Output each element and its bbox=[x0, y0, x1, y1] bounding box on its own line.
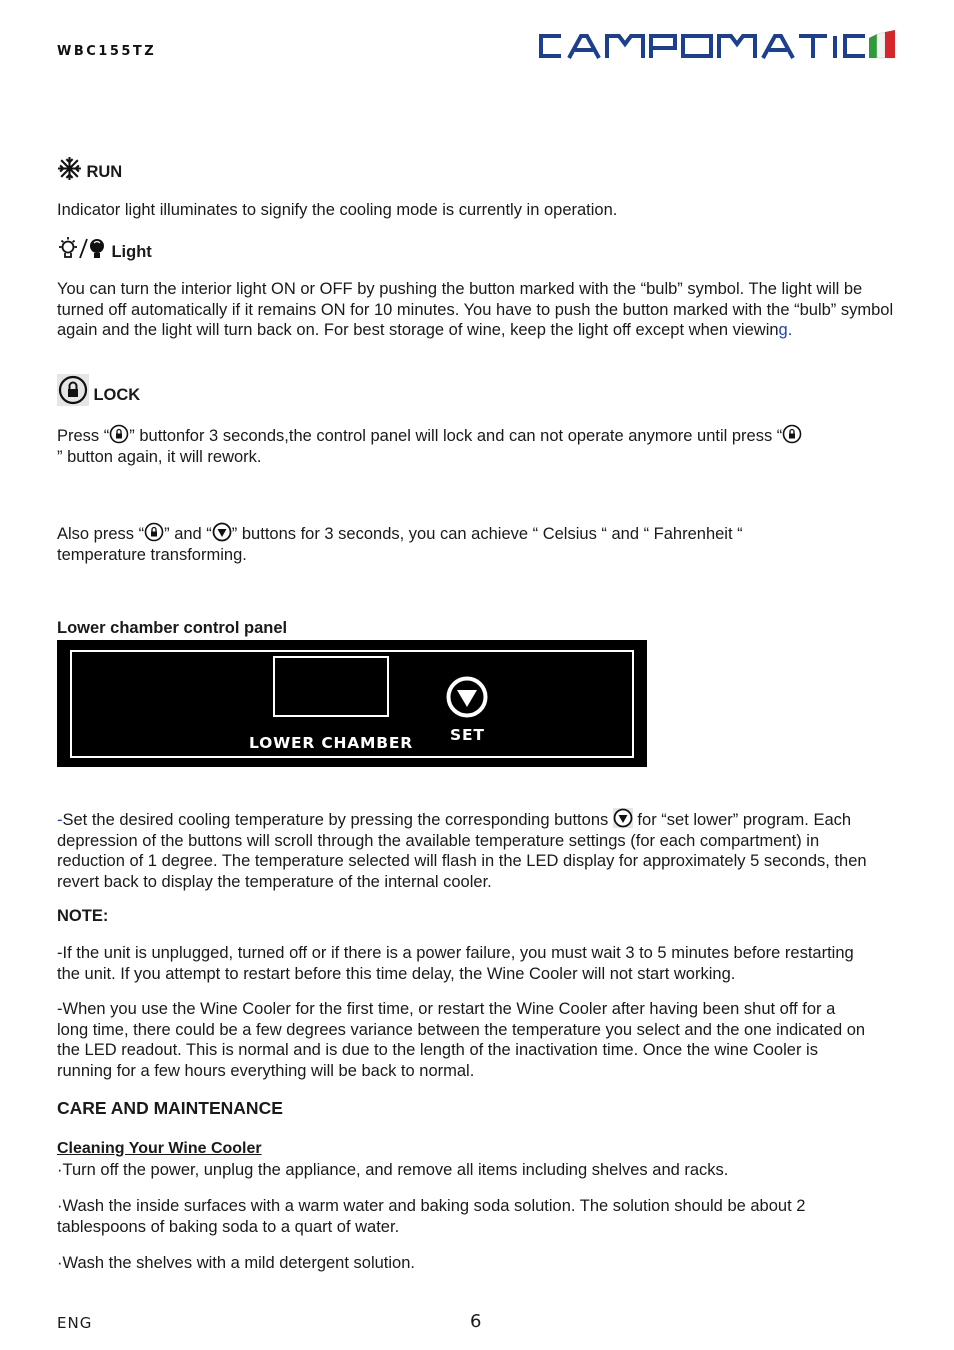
care-heading: CARE AND MAINTENANCE bbox=[57, 1098, 283, 1118]
also-text-a: Also press “ bbox=[57, 525, 145, 543]
also-text-b: ” and “ bbox=[164, 525, 212, 543]
model-number: WBC155TZ bbox=[57, 44, 157, 59]
down-arrow-icon bbox=[212, 522, 232, 542]
lock-text-a: Press “ bbox=[57, 427, 110, 445]
light-heading-row bbox=[57, 236, 152, 262]
light-text bbox=[57, 279, 902, 341]
set-dash: - bbox=[57, 811, 63, 829]
run-text: Indicator light illuminates to signify the cooling mode is currently in operation. bbox=[57, 201, 618, 219]
lock-icon bbox=[144, 522, 164, 542]
snowflake-icon bbox=[57, 156, 82, 181]
note-1: -If the unit is unplugged, turned off or if there is a power failure, you must wait 3 to 5 minutes before restarting the unit. If you attempt to restart before this time delay, the Wine Cooler will not start working. bbox=[57, 944, 854, 983]
also-text-c: ” buttons for 3 seconds, you can achieve “ Celsius “ and “ Fahrenheit “ temperature transforming. bbox=[57, 525, 743, 564]
care-item-1: ·Turn off the power, unplug the appliance, and remove all items including shelves and racks. bbox=[57, 1161, 729, 1179]
brand-logo bbox=[535, 28, 897, 62]
run-heading: RUN bbox=[86, 163, 123, 181]
lock-text-b: ” buttonfor 3 seconds,the control panel will lock and can not operate anymore until press “ bbox=[129, 427, 783, 445]
light-text-body: You can turn the interior light ON or OFF by pushing the button marked with the “bulb” symbol. The light will be turned off automatically if it remains ON for 10 minutes. You have to push the button marked with the “bulb” symbol again and the light will turn back on. For best storage of wine, keep the light off except when viewin bbox=[57, 280, 894, 339]
cleaning-subheading: Cleaning Your Wine Cooler bbox=[57, 1140, 262, 1157]
set-down-arrow-icon bbox=[445, 675, 489, 719]
bulb-on-off-icon bbox=[57, 236, 107, 262]
lock-icon bbox=[782, 424, 802, 444]
panel-heading: Lower chamber control panel bbox=[57, 619, 288, 637]
care-item-2: ·Wash the inside surfaces with a warm water and baking soda solution. The solution should be about 2 tablespoons of baking soda to a quart of water. bbox=[57, 1197, 806, 1236]
set-text-a: Set the desired cooling temperature by pressing the corresponding buttons bbox=[62, 811, 613, 829]
set-text-b: for “set lower” program. Each depression of the buttons will scroll through the available temperature settings (for each compartment) in reduction of 1 degree. The temperature selected will flash in the LED display for approximately 5 seconds, then revert back to display the temperature of the internal cooler. bbox=[57, 811, 867, 891]
light-text-end: g. bbox=[778, 321, 793, 339]
lock-heading: LOCK bbox=[93, 386, 141, 404]
note-heading: NOTE: bbox=[57, 907, 109, 925]
led-display bbox=[273, 656, 389, 717]
light-heading: Light bbox=[111, 243, 152, 261]
page-number: 6 bbox=[470, 1311, 482, 1332]
lock-heading-row bbox=[57, 374, 140, 406]
unit-switch-text bbox=[57, 522, 817, 565]
note-2: -When you use the Wine Cooler for the first time, or restart the Wine Cooler after having been shut off for a long time, there could be a few degrees variance between the temperature you select and the one indicated on the LED readout. This is normal and is due to the length of the inactivation time. Once the wine Cooler is running for a few hours everything will be back to normal. bbox=[57, 1000, 866, 1080]
down-arrow-icon bbox=[613, 808, 633, 828]
set-label: SET bbox=[450, 726, 485, 744]
set-temperature-text bbox=[57, 808, 867, 892]
chamber-label: LOWER CHAMBER bbox=[249, 734, 414, 752]
control-panel-image bbox=[57, 640, 647, 767]
lock-icon bbox=[109, 424, 129, 444]
lock-button-icon bbox=[57, 374, 89, 406]
care-item-3: ·Wash the shelves with a mild detergent solution. bbox=[57, 1254, 415, 1272]
lock-text-c: ” button again, it will rework. bbox=[57, 447, 262, 466]
run-heading-row bbox=[57, 156, 122, 182]
footer-language: ENG bbox=[57, 1314, 93, 1332]
lock-text bbox=[57, 424, 877, 467]
